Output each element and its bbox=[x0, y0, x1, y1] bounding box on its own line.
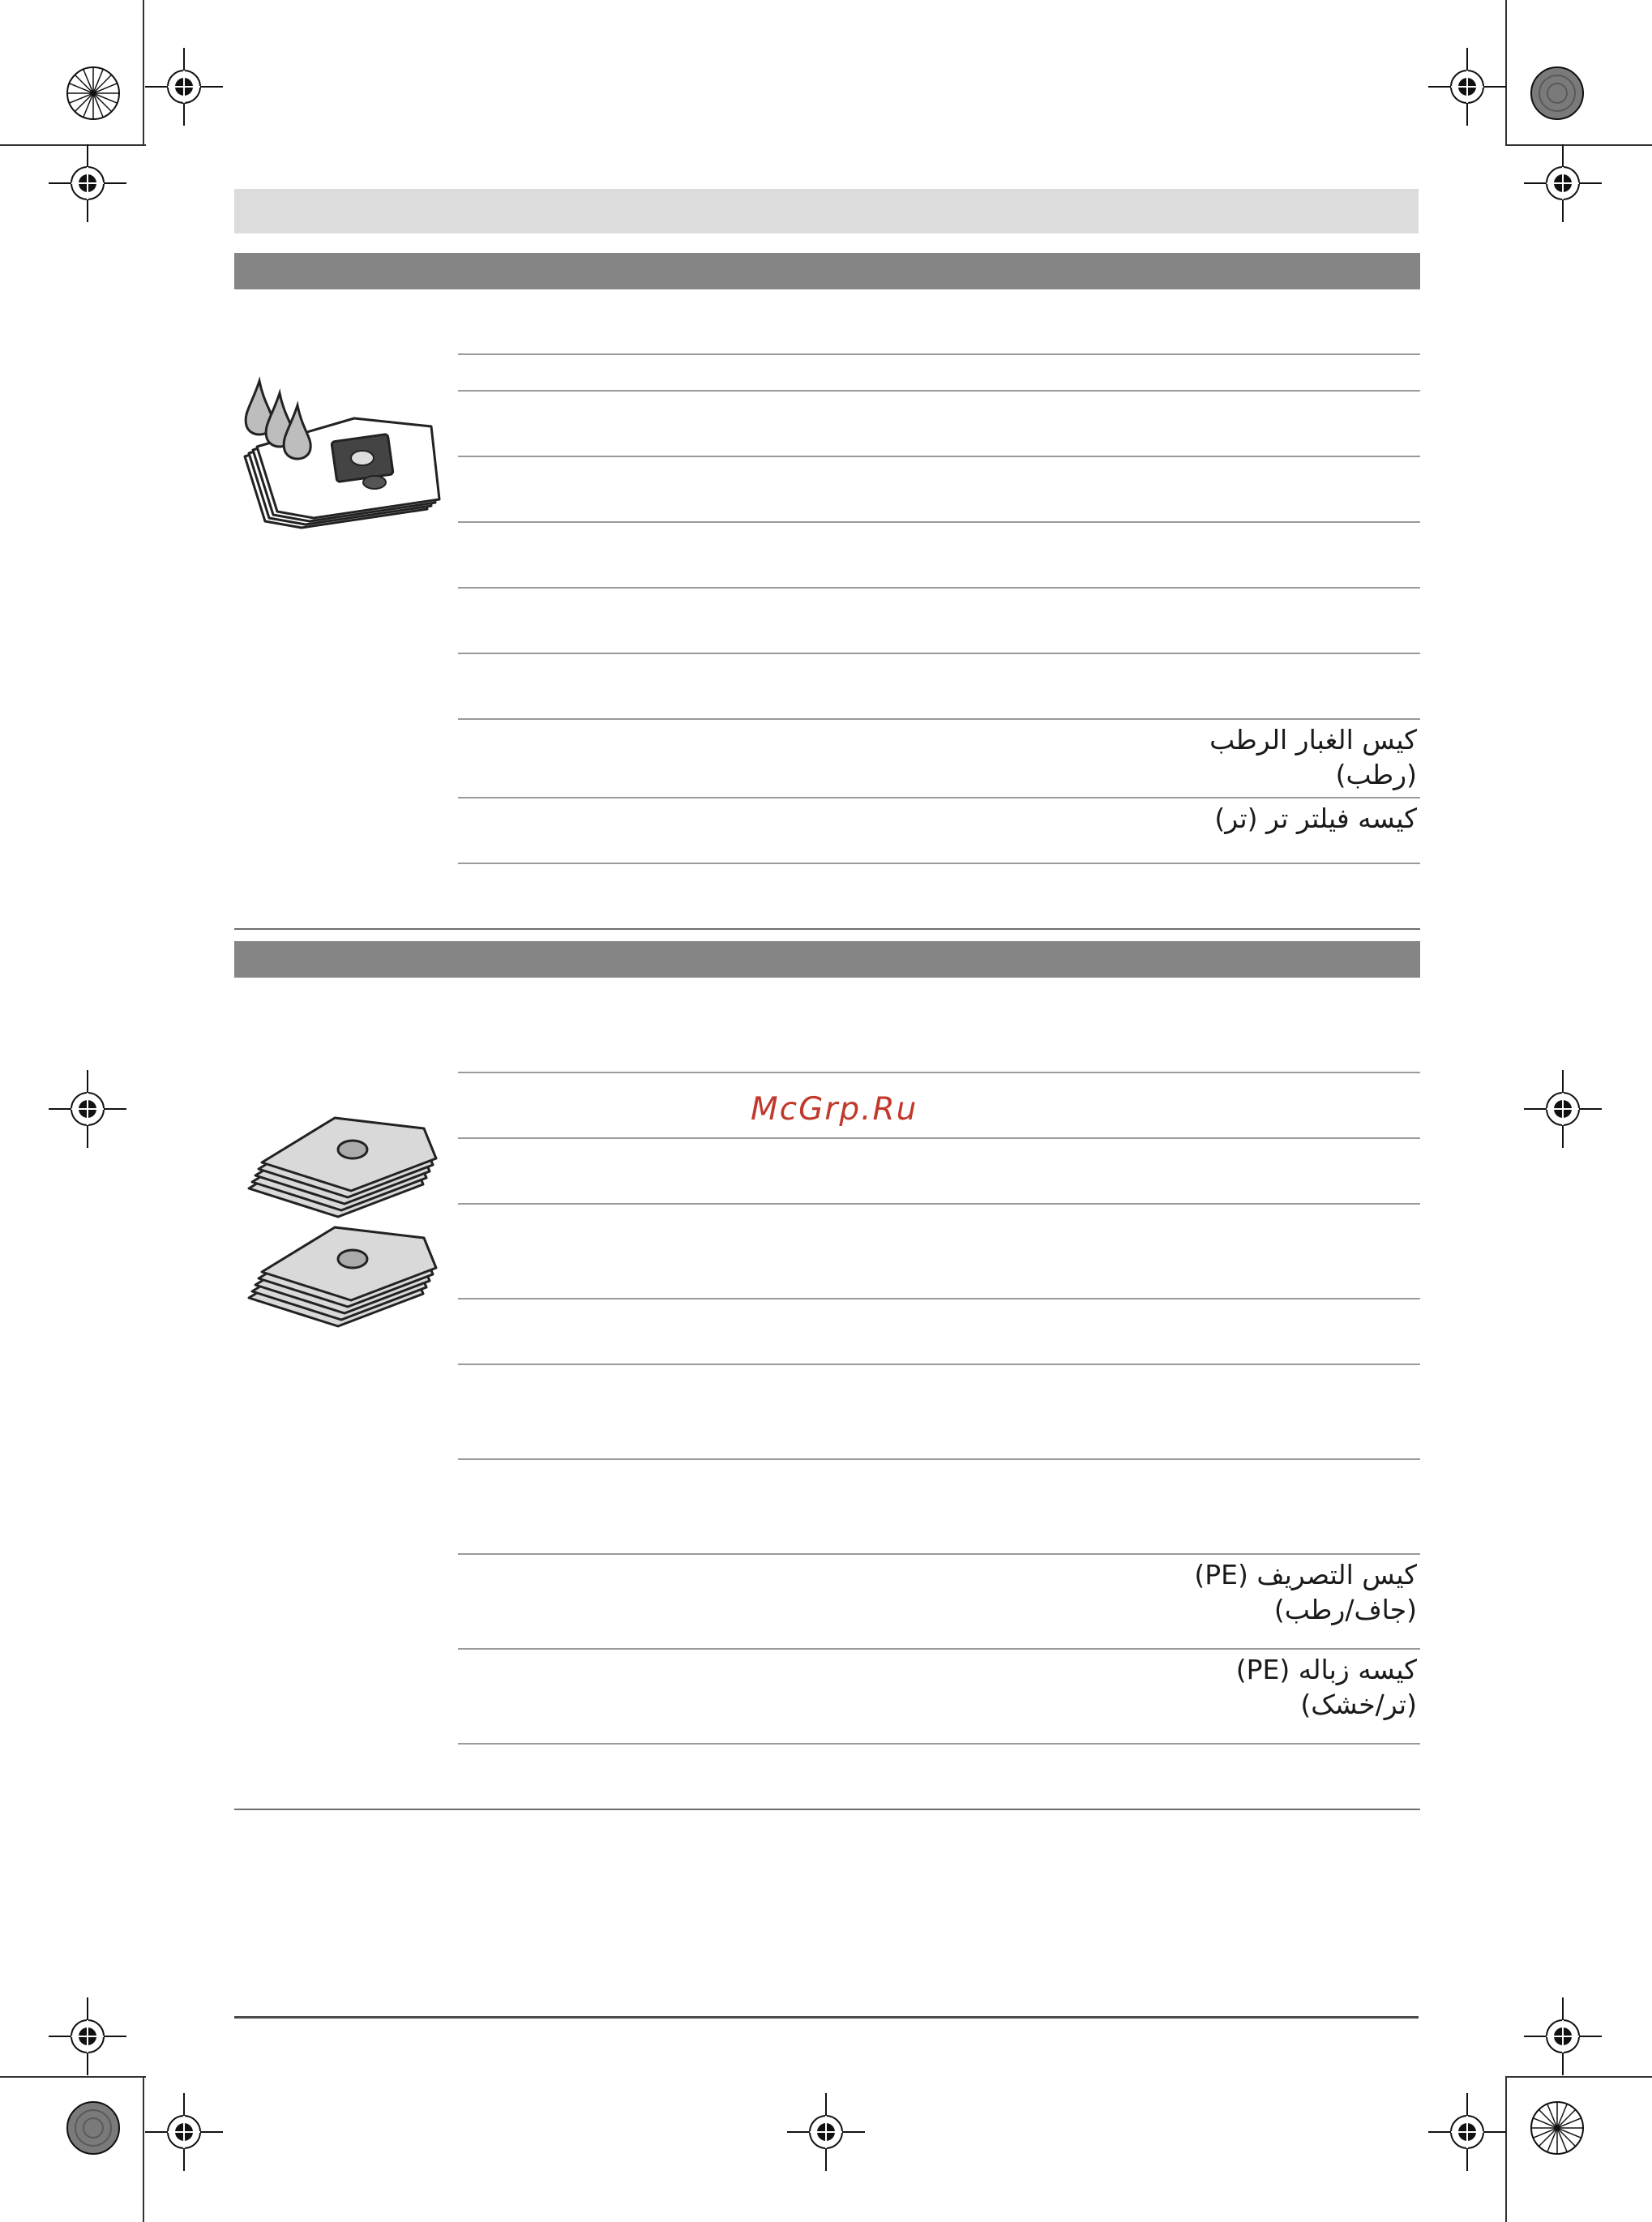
row-label-persian-sub: (تر/خشک) bbox=[1300, 1689, 1417, 1720]
watermark: McGrp.Ru bbox=[751, 1091, 918, 1128]
row-label-arabic: كيس الغبار الرطب bbox=[1209, 724, 1417, 756]
row-label-persian: کیسه فیلتر تر (تر) bbox=[1214, 803, 1417, 834]
row-label-persian: کیسه زباله (PE) bbox=[1235, 1654, 1417, 1685]
row-label-arabic-sub: (جاف/رطب) bbox=[1273, 1594, 1417, 1625]
row-label-arabic-sub: (رطب) bbox=[1335, 759, 1417, 790]
row-label-arabic: كيس التصريف (PE) bbox=[1194, 1559, 1417, 1591]
